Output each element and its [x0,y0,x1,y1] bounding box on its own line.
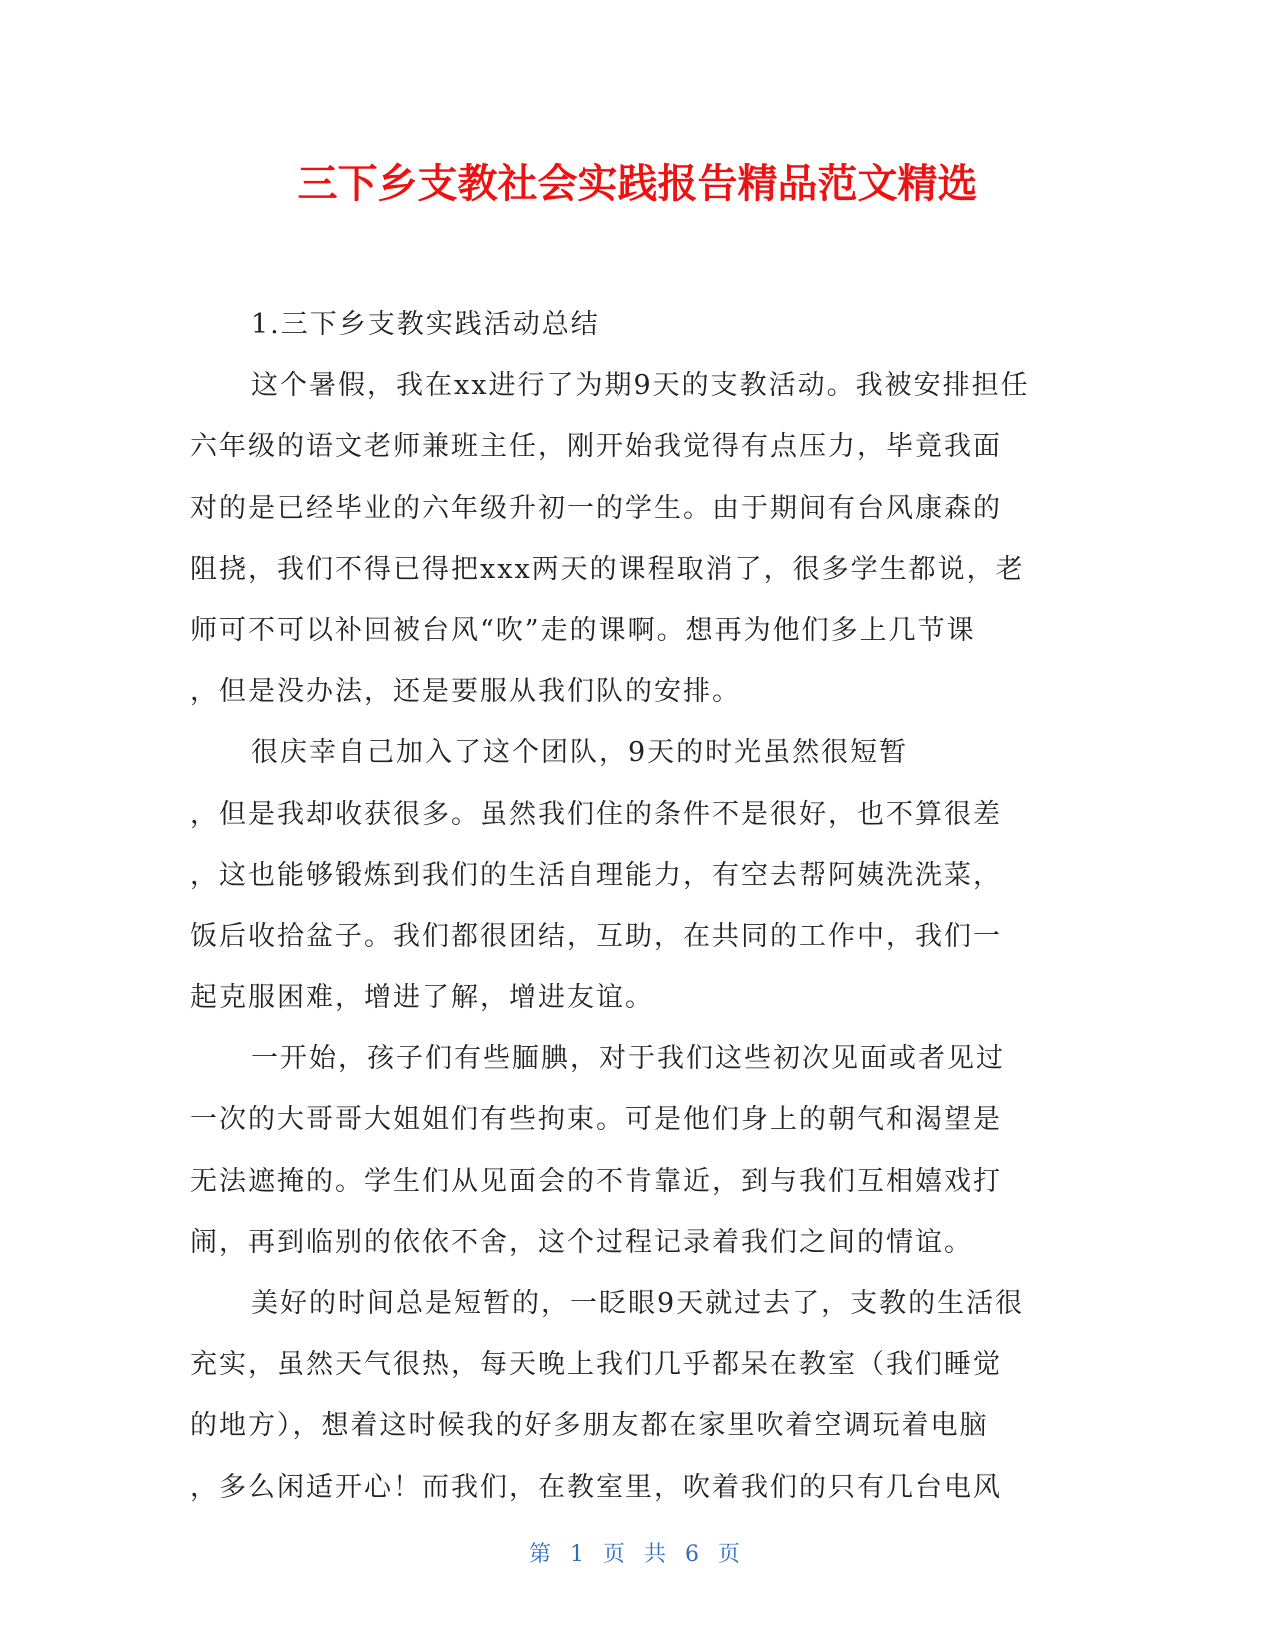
paragraph-line: 阻挠，我们不得已得把xxx两天的课程取消了，很多学生都说，老 [190,553,1025,585]
paragraph-line: 的地方），想着这时候我的好多朋友都在家里吹着空调玩着电脑 [190,1410,989,1442]
page-footer: 第 1 页 共 6 页 [529,1542,746,1567]
paragraph-line: 师可不可以补回被台风“吹”走的课啊。想再为他们多上几节课 [190,614,976,646]
paragraph-line: 六年级的语文老师兼班主任，刚开始我觉得有点压力，毕竟我面 [190,431,1002,463]
paragraph-line: 饭后收拾盆子。我们都很团结，互助，在共同的工作中，我们一 [190,920,1002,952]
paragraph-line: ，但是我却收获很多。虽然我们住的条件不是很好，也不算很差 [190,798,1002,830]
paragraph-line: 很庆幸自己加入了这个团队，9天的时光虽然很短暂 [251,737,909,769]
paragraph-line: 充实，虽然天气很热，每天晚上我们几乎都呆在教室（我们睡觉 [190,1349,1002,1381]
paragraph-line: 一次的大哥哥大姐姐们有些拘束。可是他们身上的朝气和渴望是 [190,1104,1002,1136]
paragraph-line: 这个暑假，我在xx进行了为期9天的支教活动。我被安排担任 [251,370,1030,402]
paragraph-line: 美好的时间总是短暂的，一眨眼9天就过去了，支教的生活很 [251,1288,1025,1319]
document-title: 三下乡支教社会实践报告精品范文精选 [297,161,978,207]
paragraph-line: 无法遮掩的。学生们从见面会的不肯靠近，到与我们互相嬉戏打 [190,1165,1002,1197]
paragraph-line: ，这也能够锻炼到我们的生活自理能力，有空去帮阿姨洗洗菜， [190,859,1002,891]
paragraph-line: ，多么闲适开心！而我们，在教室里，吹着我们的只有几台电风 [190,1471,1002,1503]
paragraph-line: 对的是已经毕业的六年级升初一的学生。由于期间有台风康森的 [190,492,1002,524]
section-heading: 1.三下乡支教实践活动总结 [251,309,600,340]
paragraph-line: 起克服困难，增进了解，增进友谊。 [190,982,654,1014]
paragraph-line: 闹，再到临别的依依不舍，这个过程记录着我们之间的情谊。 [190,1226,973,1258]
document-body [190,294,1070,1518]
paragraph-line: 一开始，孩子们有些腼腆，对于我们这些初次见面或者见过 [251,1043,1005,1075]
paragraph-line: ，但是没办法，还是要服从我们队的安排。 [190,676,741,708]
